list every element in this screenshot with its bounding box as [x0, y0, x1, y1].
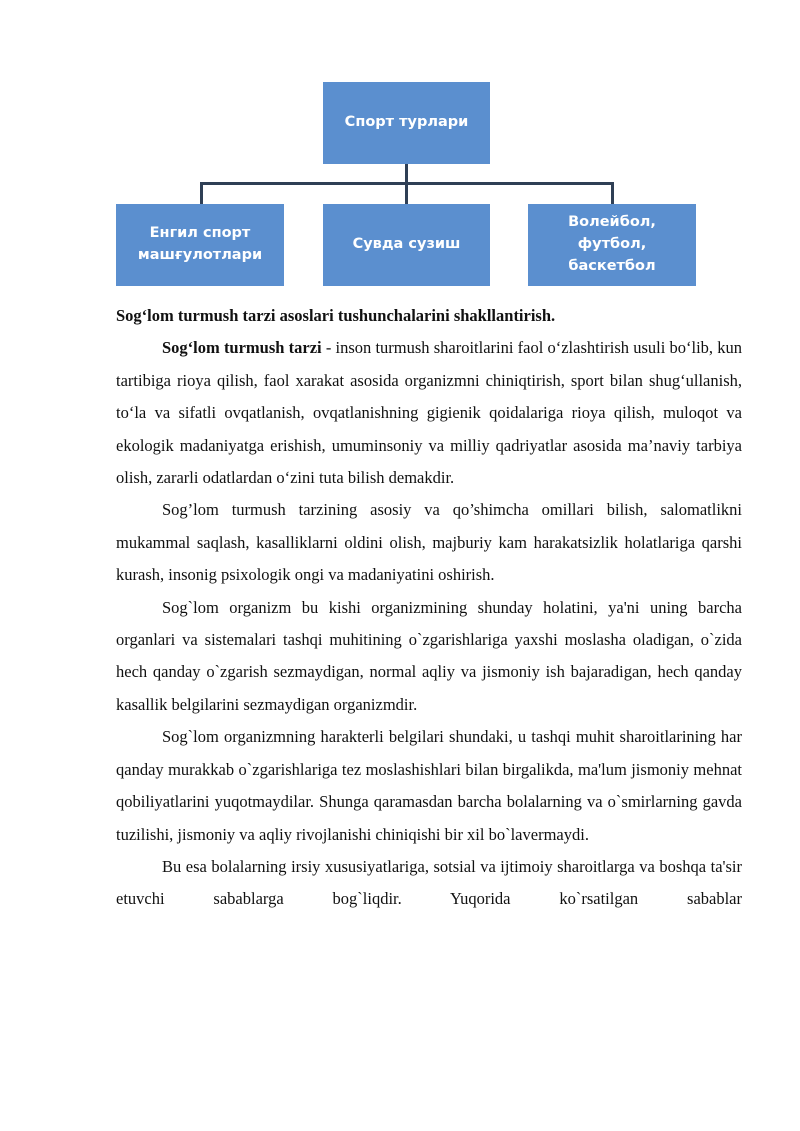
- paragraph-2: Sog’lom turmush tarzining asosiy va qo’shimcha omillari bilish, salomatlikni mukammal saqlash, kasalliklarni oldini olish, majburiy kam harakatsizlik holatlariga qarshi kurash, insonig psixologik ongi va madaniyatini oshirish.: [116, 500, 742, 585]
- paragraph-1-text: - inson turmush sharoitlarini faol o‘zlashtirish usuli bo‘lib, kun tartibiga rioya qilish, faol xarakat asosida organizmni chiniqtirish, sport bilan shug‘ullanish, to‘la va sifatli ovqatlanish, ovqatlanishning gigienik qoidalariga rioya qilish, muloqot va ekologik madaniyatga erishish, umuminsoniy va milliy qadriyatlar asosida ma’naviy tarbiya olish, zararli odatlardan o‘zini tuta bilish demakdir.: [116, 338, 742, 488]
- paragraph-3: Sog`lom organizm bu kishi organizmining shunday holatini, ya'ni uning barcha organlari va sistemalari tashqi muhitining o`zgarishlariga yaxshi moslasha oladigan, o`zida hech qanday o`zgarish sezmaydigan, normal aqliy va jismoniy ish bajaradigan, hech qanday kasallik belgilarini sezmaydigan organizmdir.: [116, 597, 742, 714]
- paragraph-5: Bu esa bolalarning irsiy xususiyatlariga, sotsial va ijtimoiy sharoitlarga va boshqa ta'sir etuvchi sabablarga bog`liqdir. Yuqorida ko`rsatilgan sabablar: [116, 856, 742, 909]
- child-box-light-sports: Енгил спорт машғулотлари: [116, 204, 284, 286]
- paragraph-1: [116, 332, 742, 494]
- paragraph-4: Sog`lom organizmning harakterli belgilari shundaki, u tashqi muhit sharoitlarining har qanday murakkab o`zgarishlariga tez moslashishlari bilan birgalikda, ma'lum jismoniy mehnat qobiliyatlarini yuqotmaydilar. Shunga qaramasdan barcha bolalarning va o`smirlarning gavda tuzilishi, jismoniy va aqliy rivojlanishi chiniqishi bir xil bo`lavermaydi.: [116, 727, 742, 844]
- connector-left: [200, 182, 203, 204]
- section-heading: Sog‘lom turmush tarzi asoslari tushunchalarini shakllantirish.: [116, 306, 556, 325]
- connector-right: [611, 182, 614, 204]
- child-box-ball-games: Волейбол, футбол, баскетбол: [528, 204, 696, 286]
- body-text: [116, 300, 742, 916]
- sports-types-diagram: [0, 0, 800, 300]
- connector-vertical-root: [405, 164, 408, 184]
- connector-middle: [405, 182, 408, 204]
- root-box: Спорт турлари: [323, 82, 490, 164]
- term-bold: Sog‘lom turmush tarzi: [162, 338, 322, 358]
- child-box-swimming: Сувда сузиш: [323, 204, 490, 286]
